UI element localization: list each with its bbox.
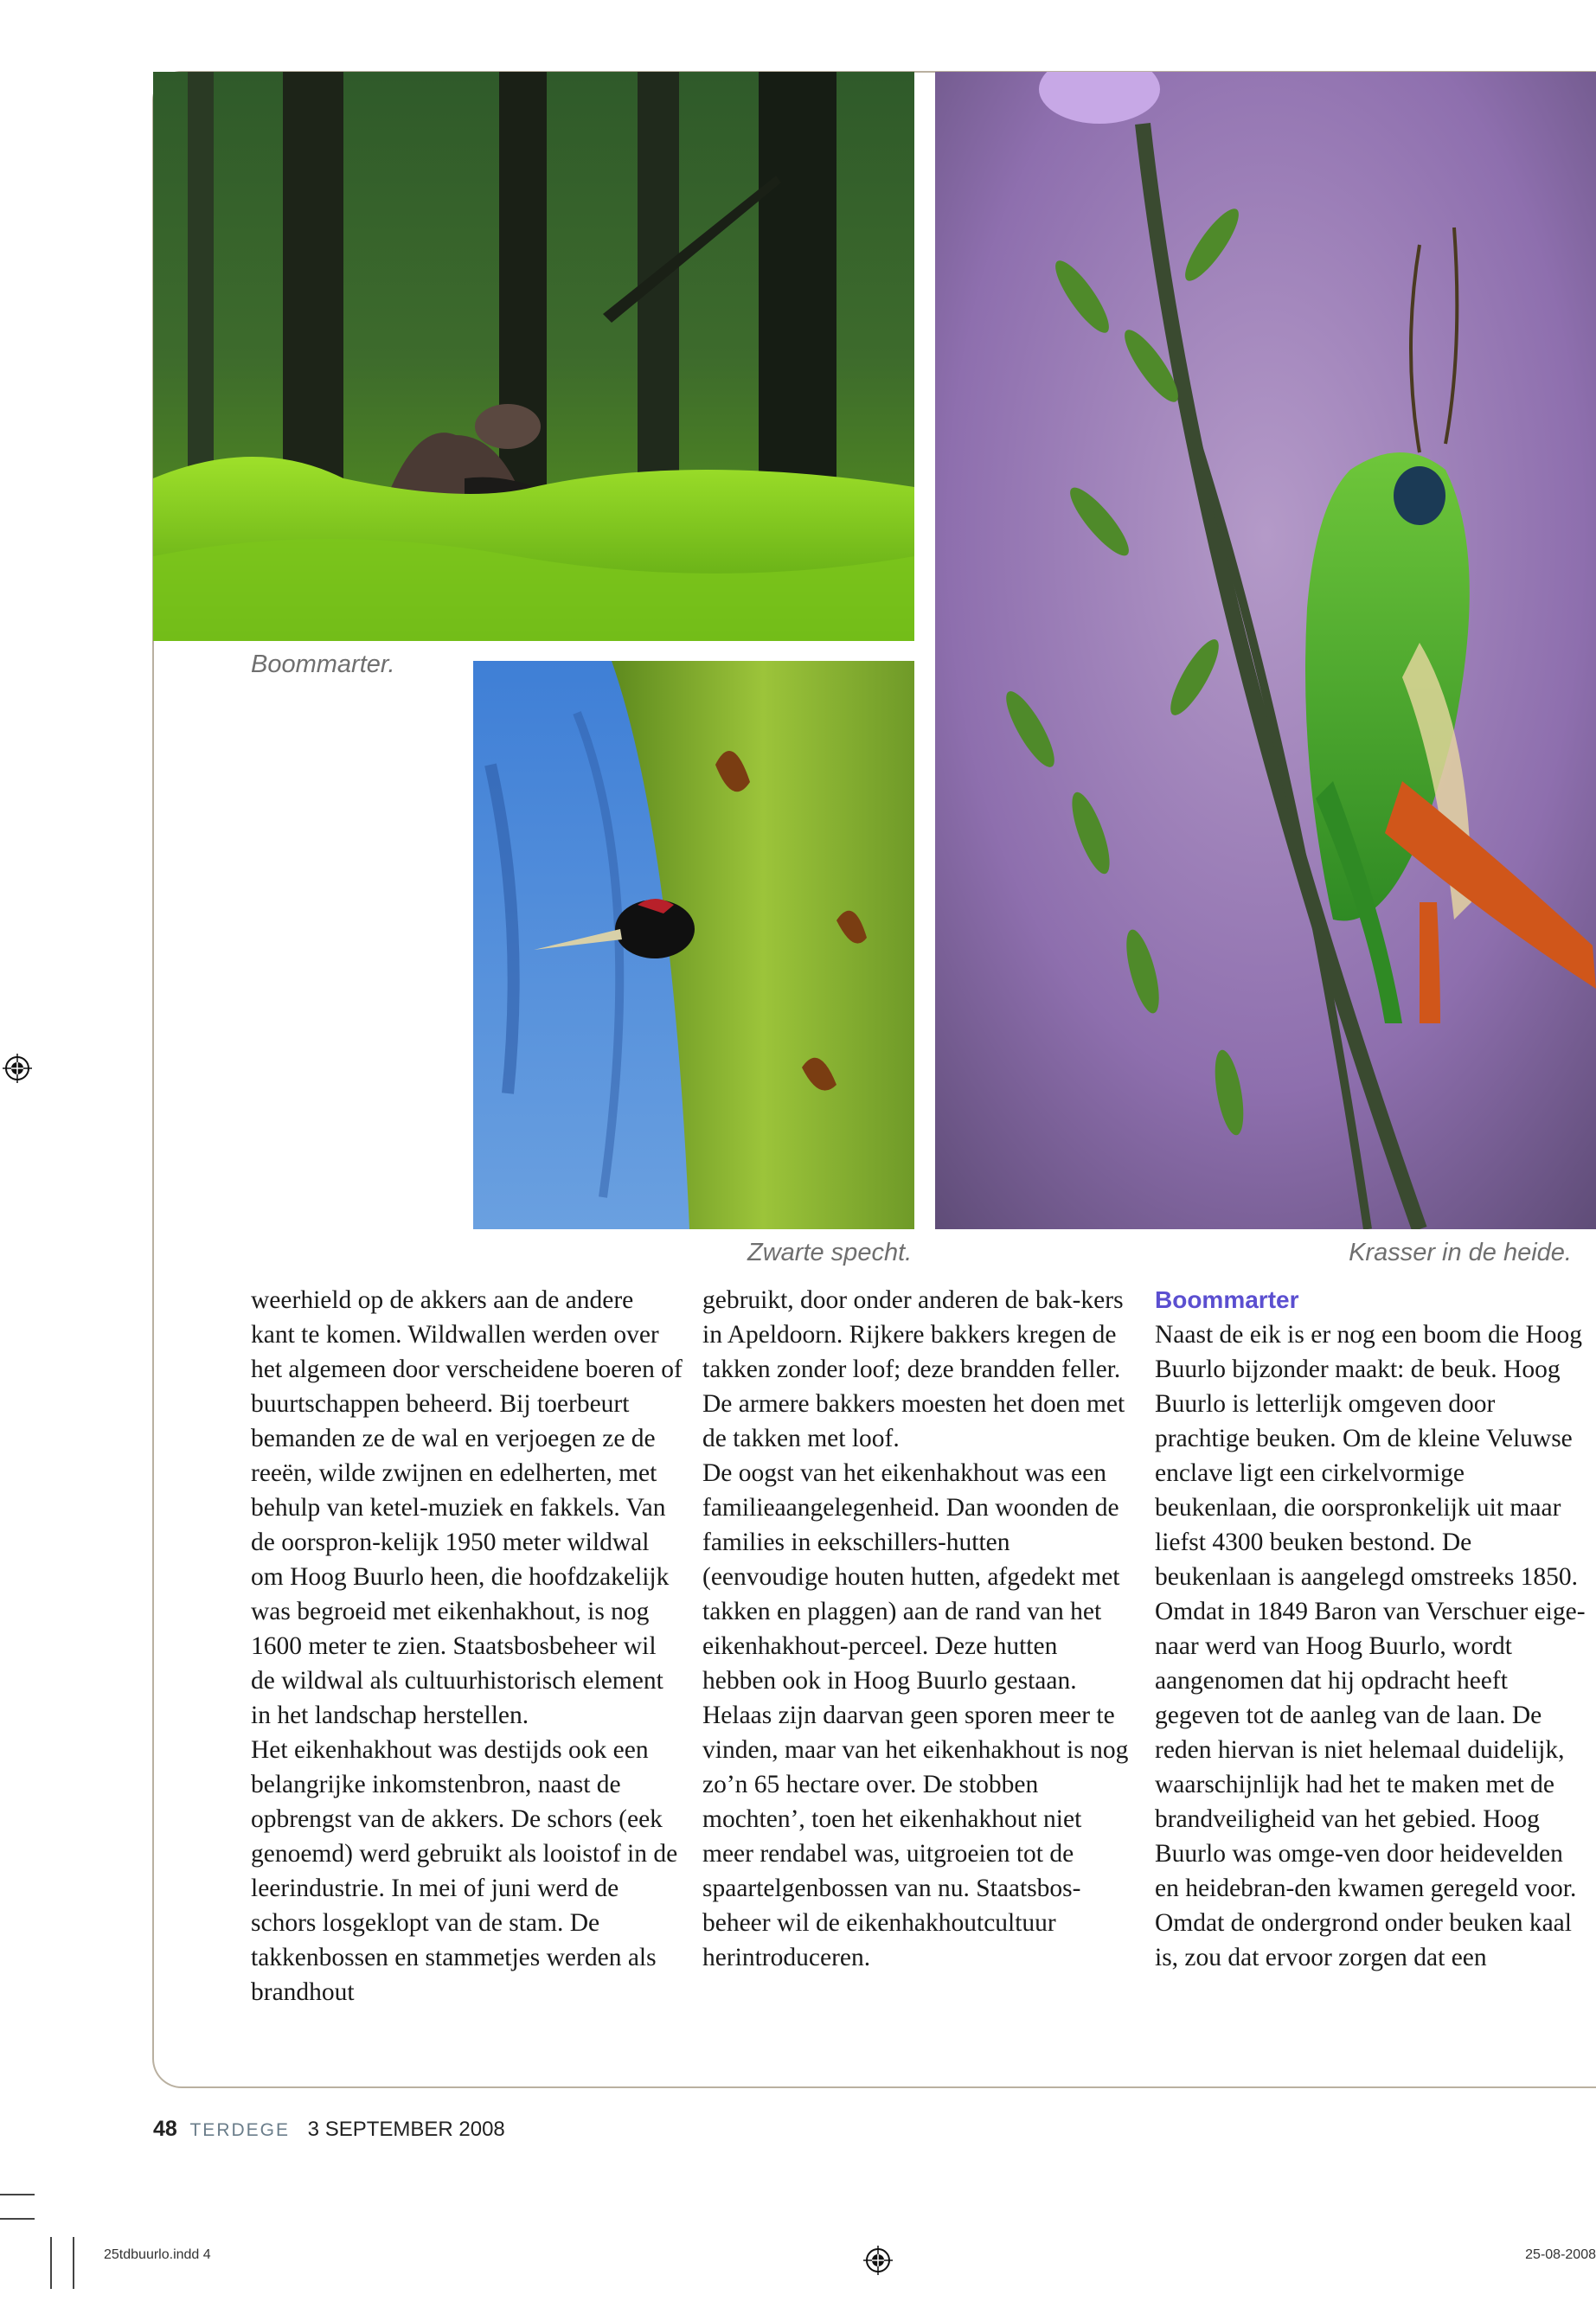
registration-mark-icon [863, 2246, 893, 2275]
crop-mark [0, 2194, 35, 2195]
krasser-caption: Krasser in de heide. [1349, 1239, 1572, 1266]
crop-mark [73, 2237, 74, 2289]
page-number: 48 [153, 2117, 177, 2141]
registration-mark-icon [3, 1054, 32, 1083]
paragraph: Naast de eik is er nog een boom die Hoog Buurlo bijzonder maakt: de beuk. Hoog Buurlo is letterlijk omgeven door prachtige beuken. Om de kleine Veluwse enclave ligt een cirkelvormige beukenlaan, die oorspronkelijk uit maar liefst 4300 beuken bestond. De beukenlaan is aangelegd omstreeks 1850. Omdat in 1849 Baron van Verschuer eige-naar werd van Hoog Buurlo, wordt aangenomen dat hij opdracht heeft gegeven tot de aanleg van de laan. De reden hiervan is niet helemaal duidelijk, waarschijnlijk had het te maken met de brandveiligheid van het gebied. Hoog Buurlo was omge-ven door heidevelden en heidebran-den kwamen geregeld voor. Omdat de ondergrond onder beuken kaal is, zou dat ervoor zorgen dat een [1155, 1321, 1586, 1971]
magazine-name: TERDEGE [189, 2120, 290, 2140]
crop-mark [50, 2237, 52, 2289]
section-heading: Boommarter [1155, 1286, 1299, 1313]
boommarter-caption: Boommarter. [251, 651, 395, 678]
krasser-photo [935, 72, 1596, 1229]
issue-date: 3 SEPTEMBER 2008 [307, 2118, 505, 2141]
zwarte-specht-caption: Zwarte specht. [747, 1239, 913, 1266]
boommarter-photo [153, 72, 914, 641]
slug-filename: 25tdbuurlo.indd 4 [104, 2247, 211, 2262]
paragraph: weerhield op de akkers aan de andere kant te komen. Wildwallen werden over het algemeen door verscheidene boeren of buurtschappen beheerd. Bij toerbeurt bemanden ze de wal en verjoegen ze de reeën, wilde zwijnen en edelherten, met behulp van ketel-muziek en fakkels. Van de oorspron-kelijk 1950 meter wildwal om Hoog Buurlo heen, die hoofdzakelijk was begroeid met eikenhakhout, is nog 1600 meter te zien. Staatsbosbeheer wil de wildwal als cultuurhistorisch element in het landschap herstellen. [251, 1286, 683, 1729]
crop-mark [0, 2218, 35, 2220]
paragraph: Het eikenhakhout was destijds ook een belangrijke inkomstenbron, naast de opbrengst van de akkers. De schors (eek genoemd) werd gebruikt als looistof in de leerindustrie. In mei of juni werd de schors losgeklopt van de stam. De takkenbossen en stammetjes werden als brandhout [251, 1736, 678, 2006]
paragraph: gebruikt, door onder anderen de bak-kers in Apeldoorn. Rijkere bakkers kregen de takken zonder loof; deze brandden feller. De armere bakkers moesten het doen met de takken met loof. [702, 1286, 1125, 1452]
slug-date: 25-08-2008 [1525, 2247, 1596, 2262]
paragraph: De oogst van het eikenhakhout was een familieaangelegenheid. Dan woonden de families in eekschillers-hutten (eenvoudige houten hutten, afgedekt met takken en plaggen) aan de rand van het eikenhakhout-perceel. Deze hutten hebben ook in Hoog Buurlo gestaan. Helaas zijn daarvan geen sporen meer te vinden, maar van het eikenhakhout is nog zo’n 65 hectare over. De stobben mochten’, toen het eikenhakhout niet meer rendabel was, uitgroeien tot de spaartelgenbossen van nu. Staatsbos-beheer wil de eikenhakhoutcultuur herintroduceren. [702, 1459, 1129, 1971]
page-footer [153, 2117, 505, 2142]
text-column-1 [251, 1283, 683, 2009]
text-column-3 [1155, 1283, 1587, 1975]
text-column-2 [702, 1283, 1135, 1975]
zwarte-specht-photo [473, 661, 914, 1229]
